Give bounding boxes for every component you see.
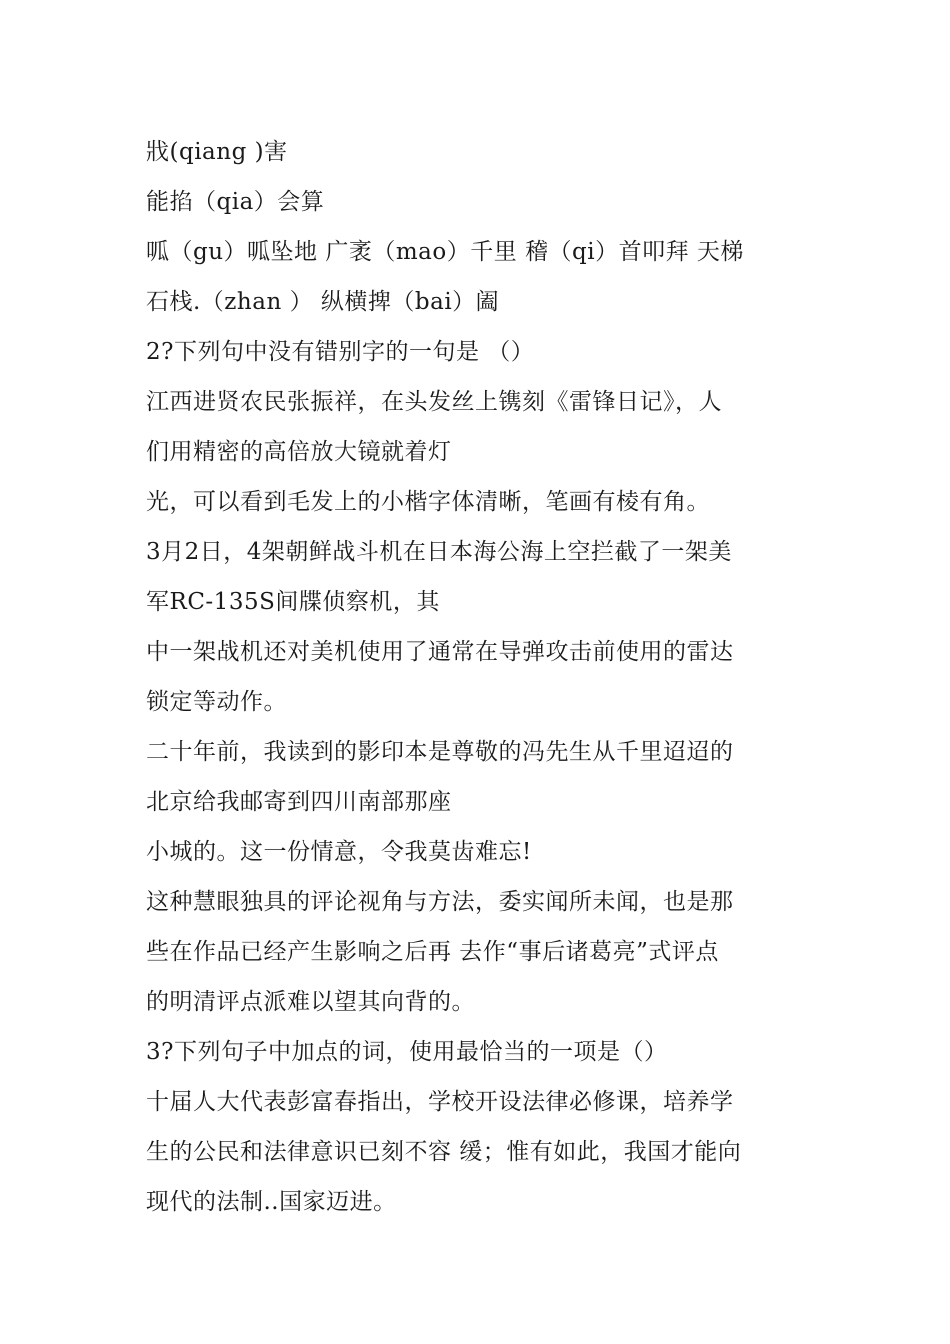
text-line-11: 中一架战机还对美机使用了通常在导弹攻击前使用的雷达	[146, 639, 734, 665]
text-line-17: 些在作品已经产生影响之后再 去作“事后诸葛亮”式评点	[146, 939, 719, 965]
text-line-15: 小城的。这一份情意，令我莫齿难忘!	[146, 839, 532, 865]
text-line-8: 光，可以看到毛发上的小楷字体清晰，笔画有棱有角。	[146, 489, 710, 515]
text-line-14: 北京给我邮寄到四川南部那座	[146, 789, 452, 815]
text-line-20: 十届人大代表彭富春指出，学校开设法律必修课，培养学	[146, 1089, 734, 1115]
text-line-2: 能掐（qia）会算	[146, 189, 325, 215]
text-line-16: 这种慧眼独具的评论视角与方法，委实闻所未闻，也是那	[146, 889, 734, 915]
text-line-7: 们用精密的高倍放大镜就着灯	[146, 439, 452, 465]
text-line-9: 3月2日，4架朝鲜战斗机在日本海公海上空拦截了一架美	[146, 539, 732, 565]
text-line-22: 现代的法制..国家迈进。	[146, 1189, 397, 1215]
question-3-heading: 3?下列句子中加点的词，使用最恰当的一项是（）	[146, 1039, 668, 1065]
text-line-10: 军RC-135S间牒侦察机，其	[146, 589, 440, 615]
text-line-13: 二十年前，我读到的影印本是尊敬的冯先生从千里迢迢的	[146, 739, 734, 765]
text-line-18: 的明清评点派难以望其向背的。	[146, 989, 475, 1015]
text-line-1: 戕(qiang )害	[146, 139, 288, 165]
text-line-12: 锁定等动作。	[146, 689, 287, 715]
text-line-4: 石栈.（zhan ） 纵横捭（bai）阖	[146, 289, 500, 315]
question-2-heading: 2?下列句中没有错别字的一句是 （）	[146, 339, 535, 365]
text-line-3: 呱（gu）呱坠地 广袤（mao）千里 稽（qi）首叩拜 天梯	[146, 239, 744, 265]
text-line-6: 江西进贤农民张振祥，在头发丝上镌刻《雷锋日记》，人	[146, 389, 722, 415]
text-line-21: 生的公民和法律意识已刻不容 缓；惟有如此，我国才能向	[146, 1139, 742, 1165]
